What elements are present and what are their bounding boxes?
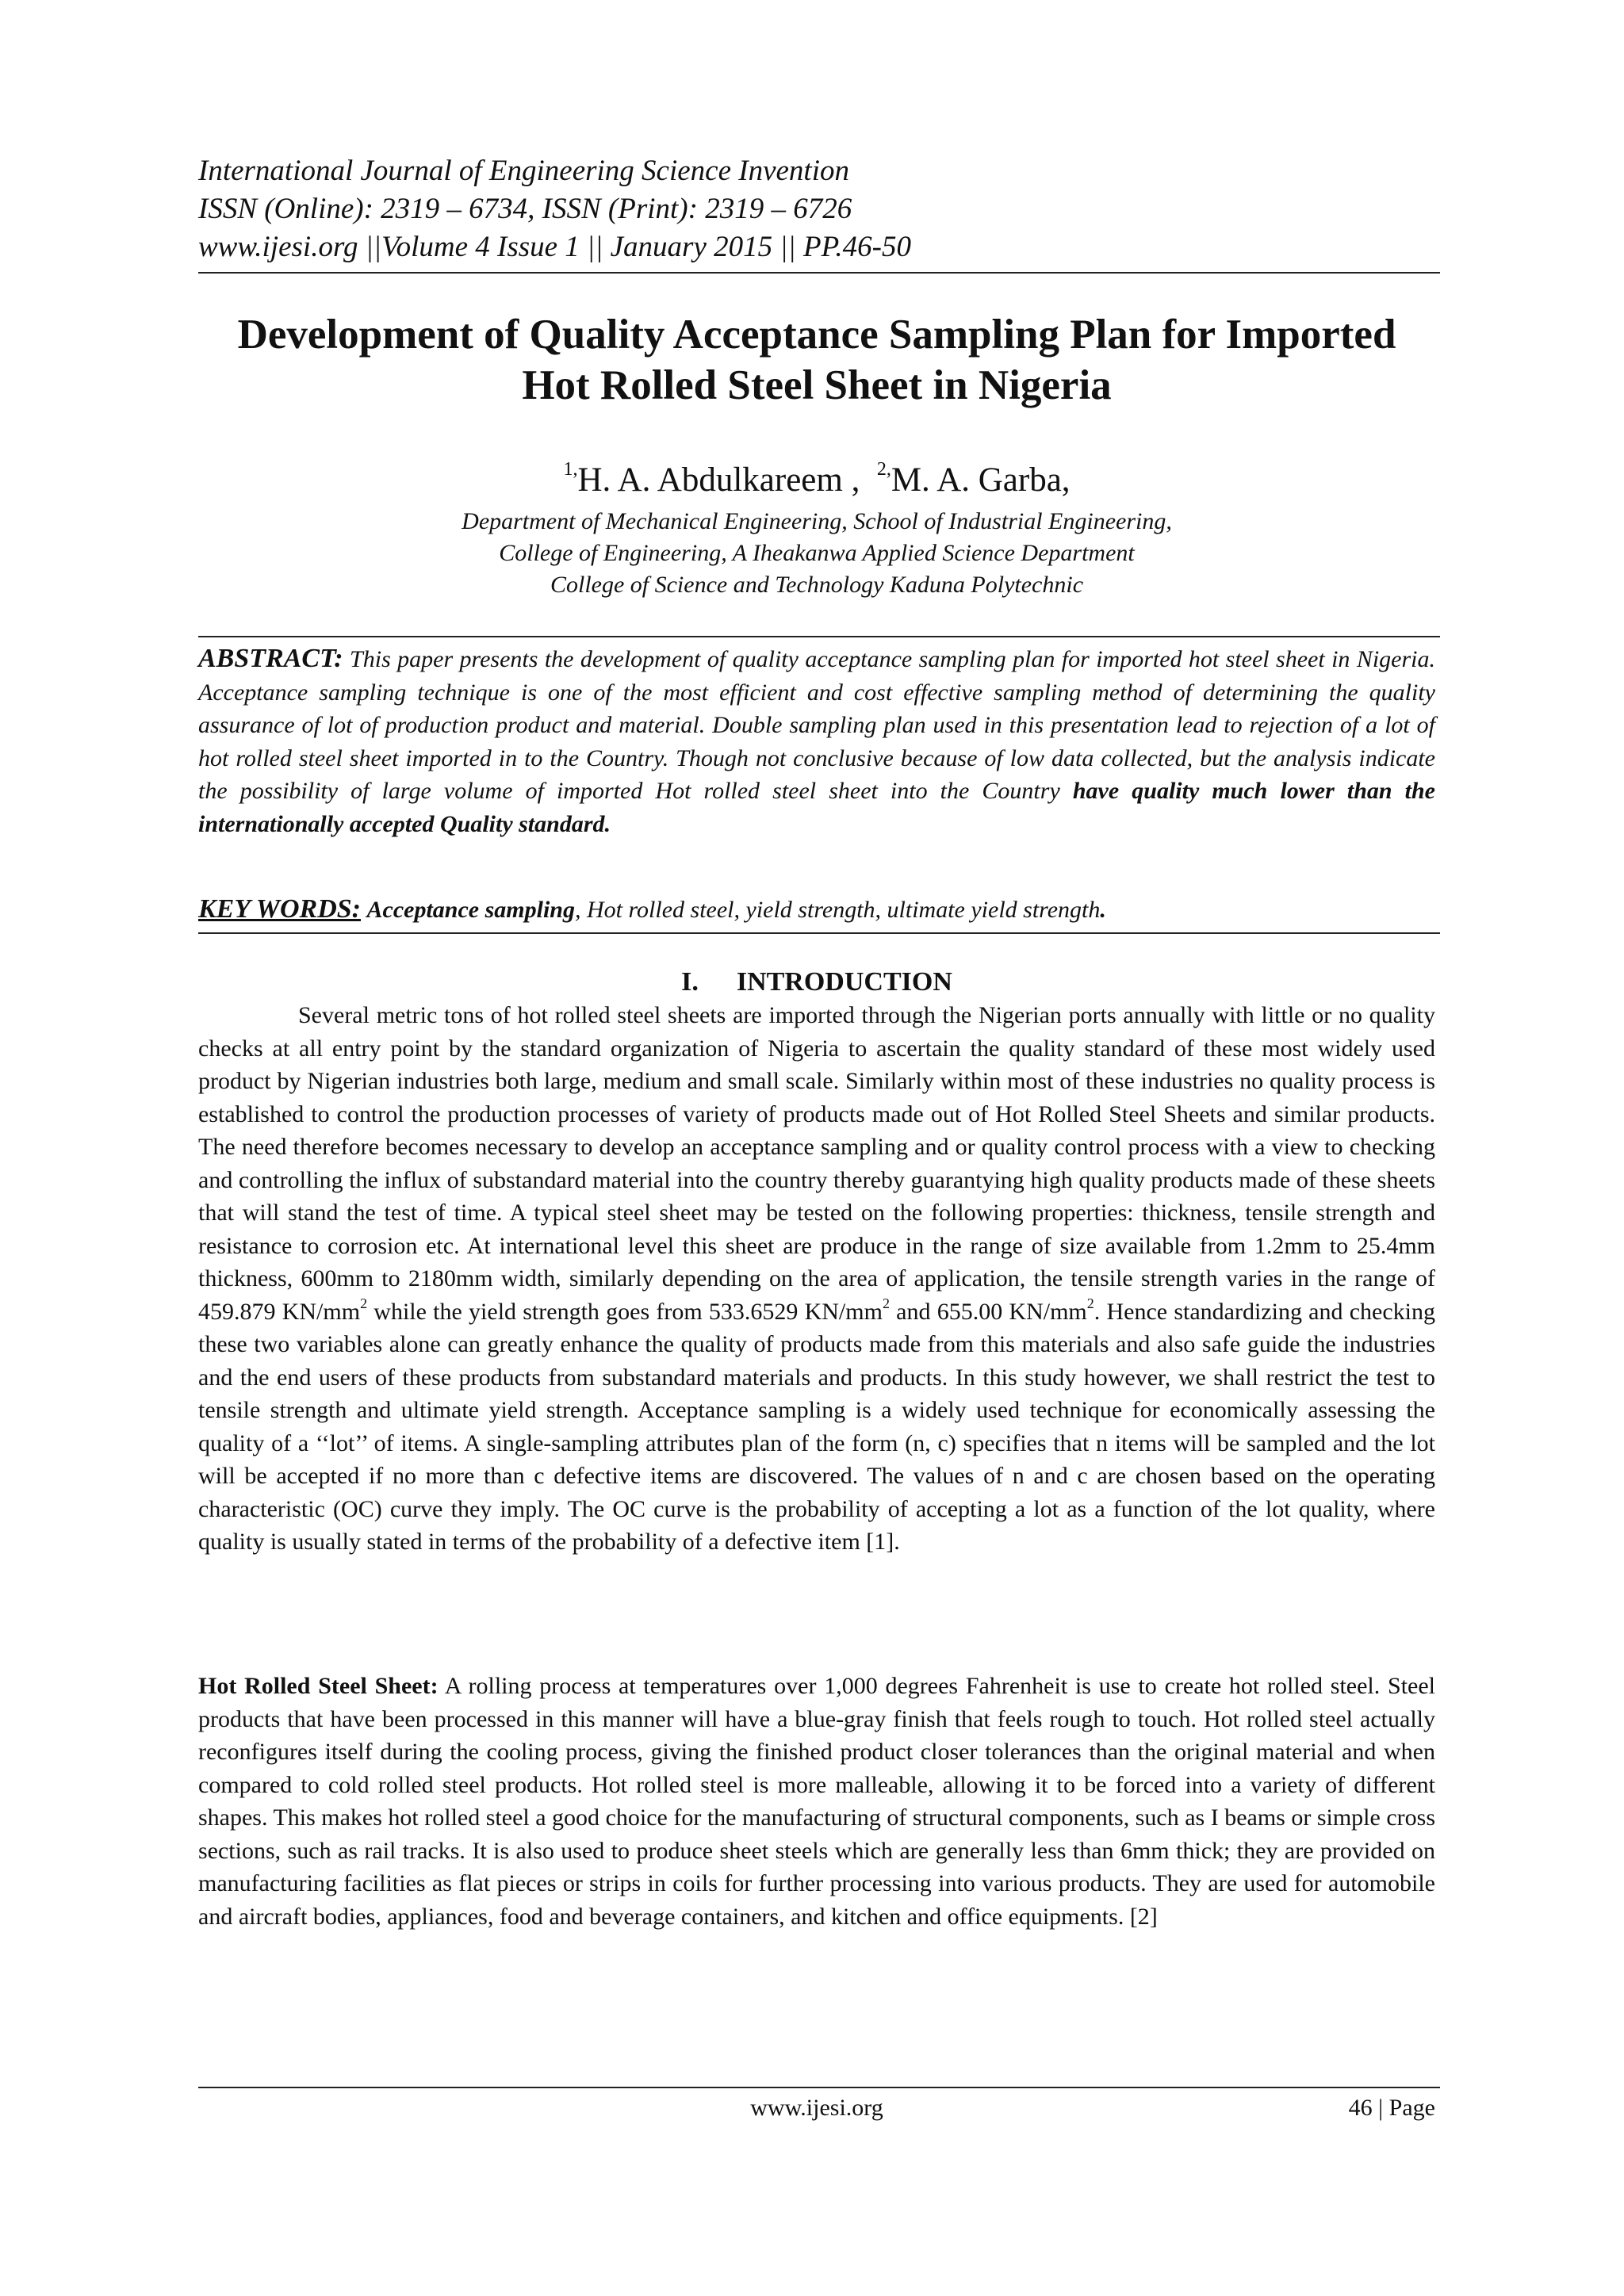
section-heading bbox=[198, 965, 1435, 1000]
abstract bbox=[198, 642, 1435, 840]
intro-text-b: while the yield strength goes from 533.6529 KN/mm bbox=[367, 1298, 883, 1325]
hot-rolled-section bbox=[198, 1670, 1435, 1933]
keyword-primary: Acceptance sampling bbox=[366, 897, 575, 923]
section-number: I. bbox=[681, 967, 699, 997]
abstract-emphasis: have quality much lower than the internationally accepted Quality standard. bbox=[198, 778, 1436, 837]
paper-title bbox=[198, 309, 1435, 411]
introduction-paragraph bbox=[198, 999, 1435, 1559]
journal-name: International Journal of Engineering Science Invention bbox=[198, 155, 849, 187]
intro-text-c: and 655.00 KN/mm bbox=[889, 1298, 1087, 1325]
page-number: 46 | Page bbox=[1348, 2095, 1435, 2121]
affiliations bbox=[198, 506, 1435, 601]
header-rule bbox=[198, 272, 1440, 274]
footer-rule bbox=[198, 2087, 1440, 2088]
journal-header bbox=[198, 152, 1435, 266]
superscript-2: 2 bbox=[360, 1295, 368, 1311]
author1-name: H. A. Abdulkareem , bbox=[577, 461, 860, 499]
abstract-top-rule bbox=[198, 636, 1440, 637]
intro-text-d: . Hence standardizing and checking these two variables alone can greatly enhance the quality of products made from this materials and also safe guide the industries and the end users of these products from substandard materials and products. In this study however, we shall restrict the test to tensile strength and ultimate yield strength. Acceptance sampling is a widely used technique for economically assessing the quality of a ‘‘lot’’ of items. A single-sampling attributes plan of the form (n, c) specifies that n items will be sampled and the lot will be accepted if no more than c defective items are discovered. The values of n and c are chosen based on the operating characteristic (OC) curve they imply. The OC curve is the probability of accepting a lot as a function of the lot quality, where quality is usually stated in terms of the probability of a defective item [1]. bbox=[198, 1298, 1435, 1555]
affiliation-line3: College of Science and Technology Kaduna Polytechnic bbox=[550, 572, 1084, 598]
author1-affiliation-mark: 1, bbox=[563, 459, 578, 480]
keywords-end: . bbox=[1100, 897, 1106, 923]
page-footer bbox=[198, 2091, 1435, 2126]
keywords-label: KEY WORDS: bbox=[198, 894, 361, 924]
journal-issn: ISSN (Online): 2319 – 6734, ISSN (Print): 2319 – 6726 bbox=[198, 193, 852, 225]
paper-title-line2: Hot Rolled Steel Sheet in Nigeria bbox=[522, 362, 1112, 408]
hot-rolled-label: Hot Rolled Steel Sheet: bbox=[198, 1673, 439, 1699]
hot-rolled-paragraph bbox=[198, 1670, 1435, 1933]
intro-text-a: Several metric tons of hot rolled steel sheets are imported through the Nigerian ports annually with little or no quality checks at all entry point by the standard organization of Nigeria to ascertain the quality standard of these most widely used product by Nigerian industries both large, medium and small scale. Similarly within most of these industries no quality process is established to control the production processes of variety of products made out of Hot Rolled Steel Sheets and similar products. The need therefore becomes necessary to develop an acceptance sampling and or quality control process with a view to checking and controlling the influx of substandard material into the country thereby guarantying high quality products made of these sheets that will stand the test of time. A typical steel sheet may be tested on the following properties: thickness, tensile strength and resistance to corrosion etc. At international level this sheet are produce in the range of size available from 1.2mm to 25.4mm thickness, 600mm to 2180mm width, similarly depending on the area of application, the tensile strength varies in the range of 459.879 KN/mm bbox=[198, 1002, 1435, 1325]
introduction-body bbox=[198, 999, 1435, 1559]
hot-rolled-text: A rolling process at temperatures over 1,000 degrees Fahrenheit is use to create hot rolled steel. Steel products that have been processed in this manner will have a blue-gray finish that feels rough to touch. Hot rolled steel actually reconfigures itself during the cooling process, giving the finished product closer tolerances than the original material and when compared to cold rolled steel products. Hot rolled steel is more malleable, allowing it to be forced into a variety of different shapes. This makes hot rolled steel a good choice for the manufacturing of structural components, such as I beams or simple cross sections, such as rail tracks. It is also used to produce sheet steels which are generally less than 6mm thick; they are provided on manufacturing facilities as flat pieces or strips in coils for further processing into various products. They are used for automobile and aircraft bodies, appliances, food and beverage containers, and kitchen and office equipments. [2] bbox=[198, 1673, 1436, 1930]
superscript-2: 2 bbox=[1086, 1295, 1094, 1311]
abstract-label: ABSTRACT: bbox=[198, 644, 343, 673]
keywords bbox=[198, 893, 1435, 926]
section-title: INTRODUCTION bbox=[736, 967, 952, 997]
keywords-bottom-rule bbox=[198, 932, 1440, 934]
keywords-list: , Hot rolled steel, yield strength, ultimate yield strength bbox=[574, 897, 1101, 923]
affiliation-line1: Department of Mechanical Engineering, School of Industrial Engineering, bbox=[462, 508, 1172, 534]
affiliation-line2: College of Engineering, A Iheakanwa Applied Science Department bbox=[499, 540, 1135, 566]
abstract-text: This paper presents the development of quality acceptance sampling plan for imported hot steel sheet in Nigeria. Acceptance sampling technique is one of the most efficient and cost effective sampling method of determining the quality assurance of lot of production product and material. Double sampling plan used in this presentation lead to rejection of a lot of hot rolled steel sheet imported in to the Country. Though not conclusive because of low data collected, but the analysis indicate the possibility of large volume of imported Hot rolled steel sheet into the Country bbox=[198, 646, 1435, 804]
footer-website: www.ijesi.org bbox=[750, 2095, 883, 2121]
author2-affiliation-mark: 2, bbox=[876, 459, 891, 480]
superscript-2: 2 bbox=[882, 1295, 890, 1311]
paper-title-line1: Development of Quality Acceptance Sampling Plan for Imported bbox=[237, 312, 1396, 358]
author2-name: M. A. Garba, bbox=[891, 461, 1071, 499]
journal-volume-info: www.ijesi.org ||Volume 4 Issue 1 || January 2015 || PP.46-50 bbox=[198, 231, 911, 263]
author-list bbox=[198, 460, 1435, 501]
